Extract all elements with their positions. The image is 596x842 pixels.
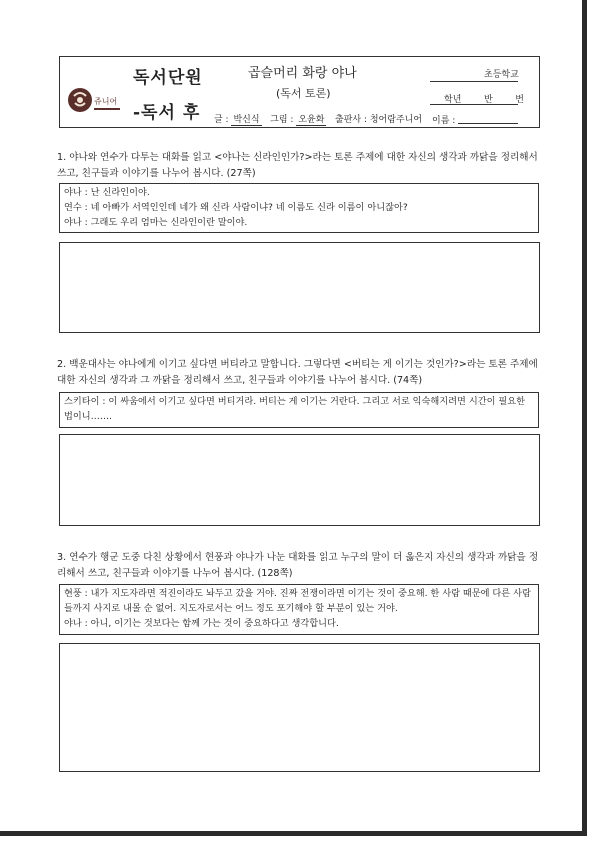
book-title: 곱슬머리 화랑 야나 xyxy=(248,66,357,81)
unit-title: 독서단원 xyxy=(133,68,203,88)
number-label: 번 xyxy=(515,95,524,105)
illustrator-label: 그림 : xyxy=(270,115,294,125)
dialog-line: 야나 : 그래도 우리 엄마는 신라인이란 말이야. xyxy=(64,217,248,228)
dialog-line: 스키타이 : 이 싸움에서 이기고 싶다면 버티거라. 버티는 게 이기는 거란다. 그리고 서로 익숙해지려면 시간이 필요한 법이니……. xyxy=(64,396,525,422)
illustrator-name: 오윤화 xyxy=(298,115,325,125)
school-underline[interactable] xyxy=(430,81,518,82)
question-2: 2. 백운대사는 야나에게 이기고 싶다면 버티라고 말합니다. 그렇다면 <버티는 게 이기는 것인가?>라는 토론 주제에 대한 자신의 생각과 그 까닭을 정리해서 쓰고, 친구들과 이야기를 나누어 봅시다. (74쪽) xyxy=(57,359,538,386)
dialog-line: 야나 : 난 신라인이야. xyxy=(64,187,150,198)
writer-name: 박신식 xyxy=(233,115,260,125)
dialog-box-1 xyxy=(59,183,539,233)
book-credits xyxy=(214,112,422,125)
class-label: 반 xyxy=(483,95,493,105)
dialog-box-2 xyxy=(59,392,539,428)
dialog-line: 야나 : 아니, 이기는 것보다는 함께 가는 것이 중요하다고 생각합니다. xyxy=(64,618,339,629)
grade-underline[interactable] xyxy=(430,104,518,105)
question-1: 1. 야나와 연수가 다투는 대화를 읽고 <야나는 신라인인가?>라는 토론 주제에 대한 자신의 생각과 까닭을 정리해서 쓰고, 친구들과 이야기를 나누어 봅시다. (27쪽) xyxy=(57,152,538,179)
svg-text:쥬니어: 쥬니어 xyxy=(94,97,118,106)
unit-subtitle: -독서 후 xyxy=(133,103,201,123)
answer-box-1[interactable] xyxy=(59,242,540,333)
grade-label: 학년 xyxy=(444,95,462,105)
name-label: 이름 : xyxy=(432,116,456,126)
book-subtitle: (독서 토론) xyxy=(276,87,331,100)
writer-label: 글 : xyxy=(214,115,229,125)
answer-box-3[interactable] xyxy=(59,643,540,772)
dialog-box-3 xyxy=(59,584,539,635)
dialog-line: 현풍 : 내가 지도자라면 적진이라도 놔두고 갔을 거야. 진짜 전쟁이라면 이기는 것이 중요해. 한 사람 때문에 다른 사람들까지 사지로 내몰 순 없어. 지도자로서는 어느 정도 포기해야 할 부분이 있는 거야. xyxy=(64,588,531,614)
name-underline[interactable] xyxy=(458,123,518,124)
question-3: 3. 연수가 행군 도중 다친 상황에서 현풍과 야나가 나눈 대화를 읽고 누구의 말이 더 옳은지 자신의 생각과 까닭을 정리해서 쓰고, 친구들과 이야기를 나누어 봅시다. (128쪽) xyxy=(57,552,539,579)
publisher-label: 출판사 : xyxy=(335,115,367,125)
school-label: 초등학교 xyxy=(484,70,519,80)
publisher-logo xyxy=(66,84,126,118)
publisher-name: 청어람주니어 xyxy=(369,115,423,125)
answer-box-2[interactable] xyxy=(59,434,540,526)
dialog-line: 연수 : 네 아빠가 서역인인데 네가 왜 신라 사람이냐? 네 이름도 신라 이름이 아니잖아? xyxy=(64,202,408,213)
